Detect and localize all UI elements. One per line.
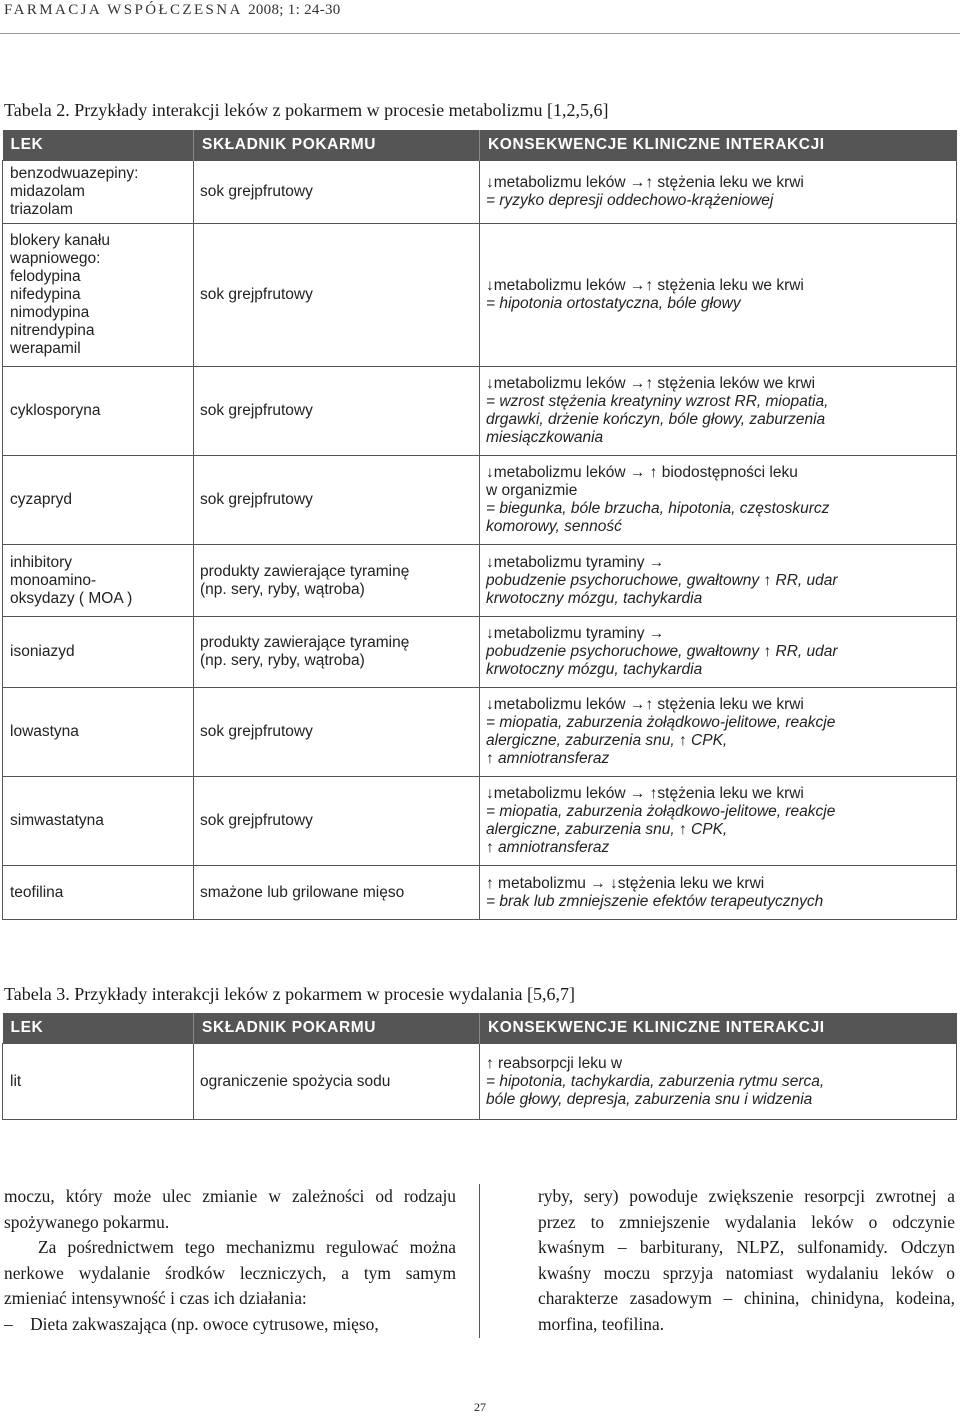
cell-line: wapniowego: (10, 250, 101, 267)
table-row (3, 367, 957, 456)
cell-line: benzodwuazepiny: (10, 165, 139, 182)
cell-line: ↓metabolizmu tyraminy → (486, 625, 665, 642)
cell-line: krwotoczny mózgu, tachykardia (486, 589, 703, 607)
effect-cell (480, 224, 957, 367)
cell-line: sok grejpfrutowy (200, 402, 313, 419)
column-header-effect: KONSEKWENCJE KLINICZNE INTERAKCJI (480, 130, 957, 161)
effect-cell (480, 1044, 957, 1120)
food-cell (194, 777, 480, 866)
drug-cell (3, 161, 194, 224)
cell-line: nimodypina (10, 304, 90, 321)
cell-line: isoniazyd (10, 643, 75, 660)
cell-line: werapamil (10, 340, 81, 357)
cell-line: produkty zawierające tyraminę (200, 562, 410, 580)
cell-line: ↓metabolizmu leków →↑ stężenia leków we krwi (486, 375, 816, 392)
journal-name: FARMACJA WSPÓŁCZESNA (4, 2, 242, 18)
table-row (3, 617, 957, 688)
cell-line: = miopatia, zaburzenia żołądkowo-jelitowe, reakcje (486, 714, 836, 731)
paragraph: moczu, który może ulec zmianie w zależności od rodzaju spożywanego pokarmu. (4, 1186, 456, 1232)
cell-line: ↓metabolizmu leków → ↑ biodostępności leku (486, 464, 798, 481)
cell-line: pobudzenie psychoruchowe, gwałtowny ↑ RR, udar (486, 571, 838, 589)
food-cell (194, 456, 480, 545)
cell-line: teofilina (10, 883, 64, 901)
cell-line: sok grejpfrutowy (200, 183, 313, 200)
cell-line: (np. sery, ryby, wątroba) (200, 580, 365, 598)
table-row (3, 866, 957, 920)
food-cell (194, 367, 480, 456)
effect-cell (480, 367, 957, 456)
cell-line: (np. sery, ryby, wątroba) (200, 652, 365, 669)
effect-cell (480, 866, 957, 920)
table-row (3, 456, 957, 545)
cell-line: lowastyna (10, 723, 79, 740)
drug-cell (3, 777, 194, 866)
food-cell (194, 688, 480, 777)
journal-issue: 2008; 1: 24-30 (248, 2, 341, 18)
effect-cell (480, 161, 957, 224)
effect-cell (480, 456, 957, 545)
cell-line: bóle głowy, depresja, zaburzenia snu i widzenia (486, 1090, 813, 1108)
cell-line: nitrendypina (10, 322, 95, 339)
food-cell (194, 617, 480, 688)
effect-cell (480, 545, 957, 617)
column-header-food: SKŁADNIK POKARMU (194, 1013, 480, 1044)
cell-line: = biegunka, bóle brzucha, hipotonia, częstoskurcz (486, 500, 830, 517)
paragraph: ryby, sery) powoduje zwiększenie resorpcji zwrotnej a przez to zmniejszenie wydalania leków o odczynie kwaśnym – barbiturany, NLPZ, sulfonamidy. Odczyn kwaśny moczu sprzyja natomiast wydalaniu leków o charakterze zasadowym – chinina, chinidyna, kodeina, morfina, teofilina. (538, 1186, 955, 1334)
cell-line: miesiączkowania (486, 429, 604, 446)
cell-line: blokery kanału (10, 232, 110, 249)
cell-line: triazolam (10, 201, 73, 218)
table2-caption: Tabela 2. Przykłady interakcji leków z pokarmem w procesie metabolizmu [1,2,5,6] (4, 100, 609, 120)
table-header-row (3, 1013, 957, 1044)
drug-cell (3, 1044, 194, 1120)
food-cell (194, 866, 480, 920)
cell-line: lit (10, 1072, 22, 1090)
list-item: – Dieta zakwaszająca (np. owoce cytrusowe, mięso, (4, 1313, 379, 1334)
paragraph: Za pośrednictwem tego mechanizmu regulować można nerkowe wydalanie środków leczniczych, a tym samym zmieniać intensywność i czas ich działania: (4, 1237, 456, 1308)
table-row (3, 161, 957, 224)
food-cell (194, 224, 480, 367)
drug-cell (3, 617, 194, 688)
cell-line: sok grejpfrutowy (200, 286, 313, 303)
cell-line: nifedypina (10, 286, 81, 303)
cell-line: = wzrost stężenia kreatyniny wzrost RR, miopatia, (486, 393, 829, 410)
cell-line: oksydazy ( MOA ) (10, 589, 133, 607)
table3 (2, 1013, 957, 1120)
body-column-right (538, 1184, 955, 1337)
cell-line: inhibitory (10, 553, 73, 571)
column-divider (479, 1184, 480, 1338)
cell-line: cyzapryd (10, 491, 73, 508)
running-header (4, 2, 341, 19)
table-row (3, 688, 957, 777)
drug-cell (3, 456, 194, 545)
cell-line: ograniczenie spożycia sodu (200, 1072, 391, 1090)
drug-cell (3, 367, 194, 456)
cell-line: cyklosporyna (10, 402, 101, 419)
column-header-food: SKŁADNIK POKARMU (194, 130, 480, 161)
drug-cell (3, 224, 194, 367)
cell-line: = hipotonia, tachykardia, zaburzenia rytmu serca, (486, 1072, 825, 1090)
drug-cell (3, 545, 194, 617)
cell-line: ↑ amniotransferaz (486, 839, 610, 856)
cell-line: produkty zawierające tyraminę (200, 634, 410, 651)
cell-line: ↓metabolizmu leków → ↑stężenia leku we krwi (486, 785, 804, 802)
cell-line: = hipotonia ortostatyczna, bóle głowy (486, 295, 741, 312)
header-rule (0, 33, 960, 34)
body-column-left (4, 1184, 456, 1337)
cell-line: felodypina (10, 268, 81, 285)
cell-line: ↓metabolizmu leków →↑ stężenia leku we krwi (486, 696, 804, 713)
cell-line: = brak lub zmniejszenie efektów terapeutycznych (486, 892, 824, 910)
cell-line: ↑ amniotransferaz (486, 750, 610, 767)
cell-line: krwotoczny mózgu, tachykardia (486, 661, 703, 678)
cell-line: = ryzyko depresji oddechowo-krążeniowej (486, 192, 774, 209)
food-cell (194, 1044, 480, 1120)
cell-line: simwastatyna (10, 812, 104, 829)
cell-line: komorowy, senność (486, 518, 622, 535)
cell-line: w organizmie (486, 482, 578, 499)
table2 (2, 130, 957, 920)
cell-line: sok grejpfrutowy (200, 491, 313, 508)
drug-cell (3, 688, 194, 777)
table3-caption: Tabela 3. Przykłady interakcji leków z pokarmem w procesie wydalania [5,6,7] (4, 984, 576, 1004)
column-header-drug: LEK (3, 130, 194, 161)
cell-line: sok grejpfrutowy (200, 812, 313, 829)
cell-line: alergiczne, zaburzenia snu, ↑ CPK, (486, 821, 728, 838)
cell-line: drgawki, drżenie kończyn, bóle głowy, zaburzenia (486, 411, 826, 428)
page-number: 27 (474, 1400, 486, 1414)
cell-line: = miopatia, zaburzenia żołądkowo-jelitowe, reakcje (486, 803, 836, 820)
cell-line: ↓metabolizmu tyraminy → (486, 553, 665, 571)
table-row (3, 1044, 957, 1120)
effect-cell (480, 688, 957, 777)
cell-line: midazolam (10, 183, 85, 200)
table-row (3, 545, 957, 617)
cell-line: ↓metabolizmu leków →↑ stężenia leku we krwi (486, 277, 804, 294)
table-row (3, 224, 957, 367)
cell-line: sok grejpfrutowy (200, 723, 313, 740)
table-header-row (3, 130, 957, 161)
cell-line: ↑ reabsorpcji leku w (486, 1054, 623, 1072)
cell-line: pobudzenie psychoruchowe, gwałtowny ↑ RR, udar (486, 643, 838, 660)
effect-cell (480, 777, 957, 866)
table-row (3, 777, 957, 866)
cell-line: ↓metabolizmu leków →↑ stężenia leku we krwi (486, 174, 804, 191)
cell-line: ↑ metabolizmu → ↓stężenia leku we krwi (486, 874, 765, 892)
cell-line: monoamino- (10, 571, 97, 589)
cell-line: smażone lub grilowane mięso (200, 883, 405, 901)
column-header-effect: KONSEKWENCJE KLINICZNE INTERAKCJI (480, 1013, 957, 1044)
column-header-drug: LEK (3, 1013, 194, 1044)
food-cell (194, 161, 480, 224)
cell-line: alergiczne, zaburzenia snu, ↑ CPK, (486, 732, 728, 749)
effect-cell (480, 617, 957, 688)
drug-cell (3, 866, 194, 920)
food-cell (194, 545, 480, 617)
